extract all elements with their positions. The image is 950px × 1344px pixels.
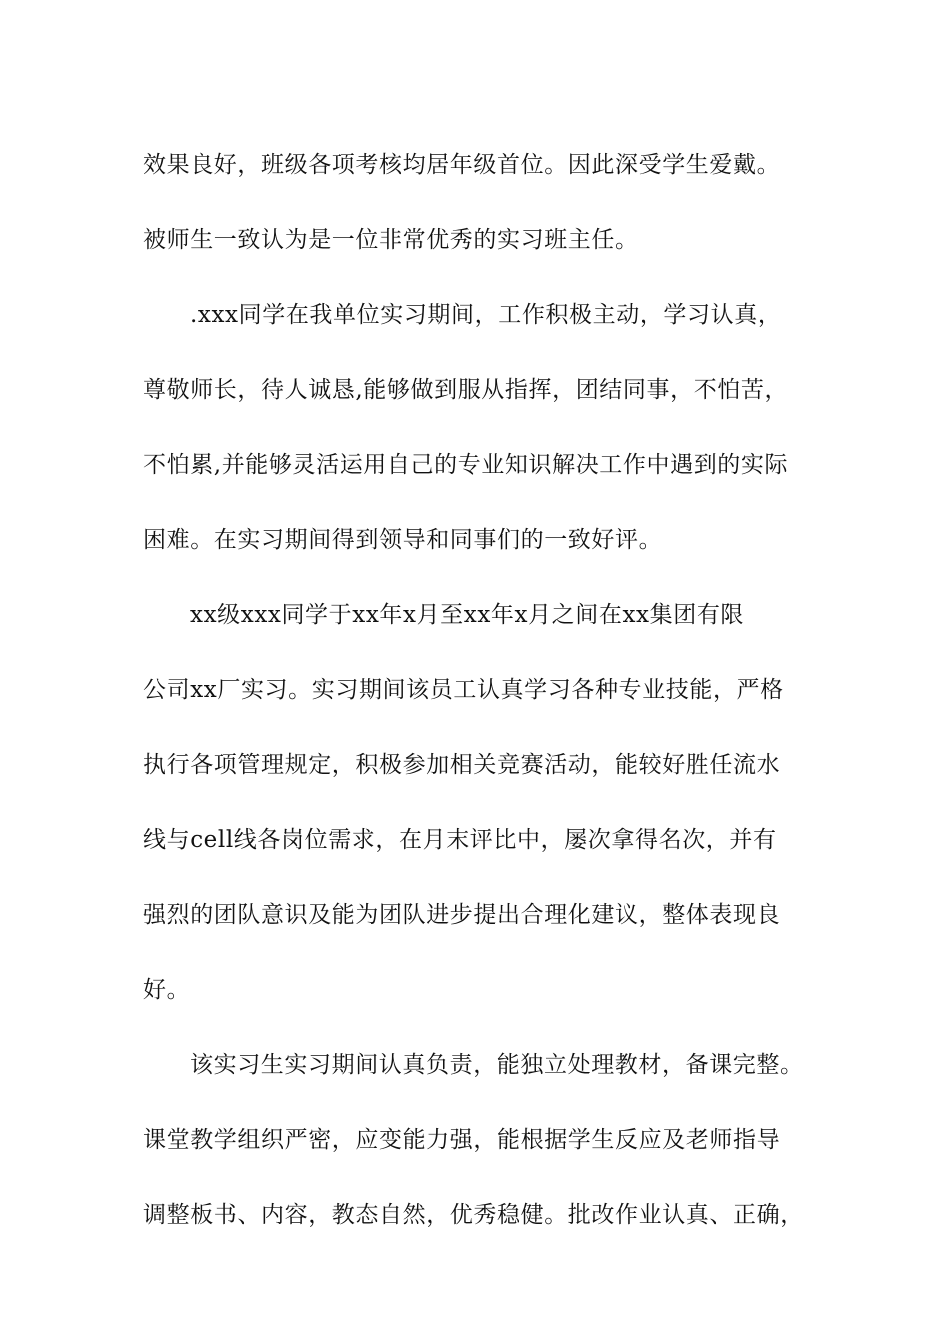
text-line: 效果良好，班级各项考核均居年级首位。因此深受学生爱戴。 <box>143 152 781 178</box>
text-line: 尊敬师长，待人诚恳,能够做到服从指挥，团结同事，不怕苦， <box>143 377 789 403</box>
text-line: 强烈的团队意识及能为团队进步提出合理化建议，整体表现良 <box>143 902 781 928</box>
text-line: 不怕累,并能够灵活运用自己的专业知识解决工作中遇到的实际 <box>143 452 789 478</box>
document-body <box>143 128 833 1253</box>
text-line: 公司xx厂实习。实习期间该员工认真学习各种专业技能，严格 <box>143 677 784 703</box>
text-line: 该实习生实习期间认真负责，能独立处理教材，备课完整。 <box>190 1052 804 1078</box>
text-line: 调整板书、内容，教态自然，优秀稳健。批改作业认真、正确， <box>143 1202 804 1228</box>
text-line: 执行各项管理规定，积极参加相关竞赛活动，能较好胜任流水 <box>143 752 781 778</box>
text-line: 课堂教学组织严密，应变能力强，能根据学生反应及老师指导 <box>143 1127 781 1153</box>
text-line: 线与cell线各岗位需求，在月末评比中，屡次拿得名次，并有 <box>143 827 777 853</box>
text-line: xx级xxx同学于xx年x月至xx年x月之间在xx集团有限 <box>190 602 745 628</box>
text-line: 好。 <box>143 977 191 1003</box>
text-line: 困难。在实习期间得到领导和同事们的一致好评。 <box>143 527 663 553</box>
text-line: .xxx同学在我单位实习期间，工作积极主动，学习认真， <box>190 302 782 328</box>
text-line: 被师生一致认为是一位非常优秀的实习班主任。 <box>143 227 639 253</box>
